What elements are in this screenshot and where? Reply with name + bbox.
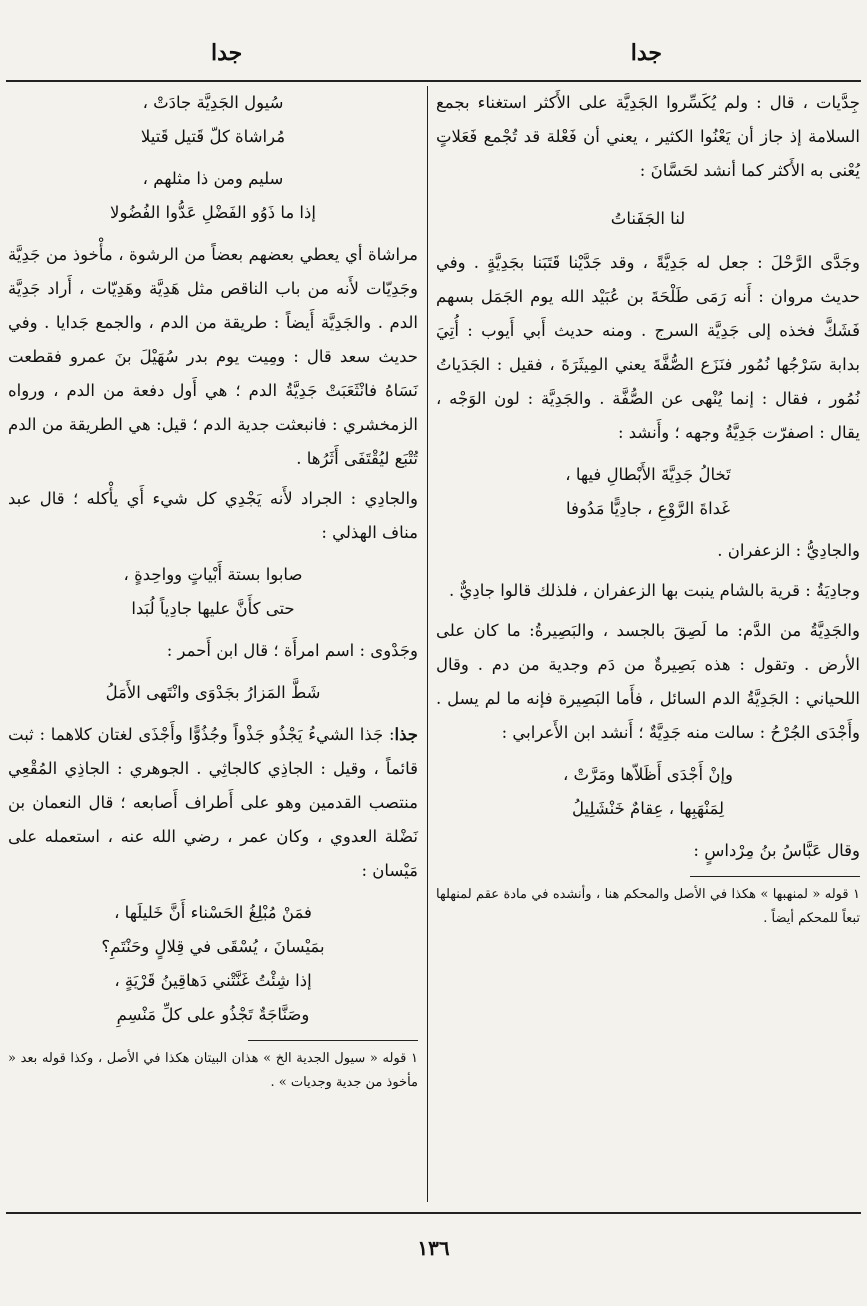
- verse-line: تَخالُ جَدِيَّةَ الأَبْطالِ فيها ،: [565, 465, 731, 484]
- entry-paragraph: والجَدِيَّةُ من الدَّم: ما لَصِقَ بالجسد ، والبَصِيرةُ: ما كان على الأرض . وتقول : هذه بَصِيرةٌ من دَم وجدية من دم . وقال اللحياني : الجَدِيَّةُ الدم السائل ، فأَما البَصِيرة فإنه ما لم يسل . وأَجْدَى الجُرْحُ : سالت منه جَدِيَّةٌ ؛ أَنشد ابن الأَعرابي :: [436, 621, 860, 742]
- entry-paragraph: وقال عَبَّاسُ بنُ مِرْداسٍ :: [693, 841, 860, 860]
- entry-text: : جَذا الشيءُ يَجْذُو جَذْواً وجُذُوًّا وأَجْذَى لغتان كلاهما : ثبت قائماً ، وقيل : الجاذِي كالجاثِي . الجوهري : الجاذِي المُقْعِي منتصب القدمين وهو على أَطراف أَصابعه ؛ قال النعمان بن نَضْلة العدوي ، وكان عمر ، رضي الله عنه ، استعمله على مَيْسان :: [8, 725, 418, 880]
- entry-paragraph: وجادِيَةُ : قرية بالشام ينبت بها الزعفران ، فلذلك قالوا جادِيٌّ .: [448, 581, 860, 600]
- verse-line: صابوا بستة أَبْياتٍ وواحِدةٍ ،: [123, 565, 303, 584]
- running-head-right: جدا: [630, 40, 662, 66]
- verse-line: سليم ومن ذا مثلهم ،: [142, 169, 284, 188]
- verse-line: غَداةَ الرَّوْعِ ، جادِيًّا مَدُوفا: [566, 499, 730, 518]
- verse-block: [8, 558, 418, 626]
- entry-paragraph: جِدَّيات ، قال : ولم يُكَسِّروا الجَدِيَّة على الأَكثر استغناء بجمع السلامة إذ جاز أن يَعْنُوا الكثير ، يعني أن فَعْلة قد تُجْمع فَعَلاتٍ يُعْنى به الأَكثر كما أنشد لحَسَّانَ :: [436, 93, 860, 180]
- page-number: ١٣٦: [417, 1236, 450, 1260]
- entry-paragraph: مراشاة أي يعطي بعضهم بعضاً من الرشوة ، مأْخوذ من جَدِيَّة وجَدِيّات لأَنه من باب الناقص مثل هَدِيَّة وهَدِيّات ، أَراد جَدِيَّة الدم . والجَدِيَّة أَيضاً : طريقة من الدم ، والجمع جَدايا . وفي حديث سعد قال : ومِيت يوم بدر سُهَيْلَ بنَ عمرو فقطعت نَسَاهُ فانْثَعَبَتْ جَدِيَّةُ الدم ؛ هي أَول دفعة من الدم ، ورواه الزمخشري : فانبعثت جدية الدم ؛ قيل: هي الطريقة من الدم تُتْبَع ليُقْتَفَى أَثَرُها .: [8, 245, 418, 468]
- entry-headword: جذا: [394, 725, 418, 744]
- entry-paragraph: وجَدْوى : اسم امرأَة ؛ قال ابن أَحمر :: [166, 641, 418, 660]
- verse-line: إذا شِئْتُ غَنَّتْني دَهاقِينُ قَرْيَةٍ ،: [114, 971, 312, 990]
- header-rule: [6, 80, 861, 82]
- left-column: [8, 86, 418, 1095]
- verse-fragment: لنا الجَفَناتُ: [610, 209, 686, 228]
- verse-block: [436, 758, 860, 826]
- column-divider: [427, 86, 428, 1202]
- verse-block: [8, 896, 418, 1032]
- verse-line: مُراشاة كلّ قَتيل قَتيلا: [140, 127, 286, 146]
- footnote: ١ قوله « سيول الجدية الخ » هذان البيتان هكذا في الأصل ، وكذا قوله بعد « مأخوذ من جدية وجديات » .: [8, 1051, 418, 1090]
- verse-line: بمَيْسانَ ، يُسْقَى في قِلالٍ وحَنْتَمِ؟: [101, 937, 325, 956]
- footer-rule: [6, 1212, 861, 1214]
- verse-line: فمَنْ مُبْلِغُ الحَسْناء أَنَّ خَليلَها ،: [114, 903, 312, 922]
- right-column: [436, 86, 860, 931]
- verse-line: إذا ما ذَوُو الفَضْلِ عَدُّوا الفُضُولا: [110, 203, 316, 222]
- footnote-rule: [690, 876, 860, 877]
- footnote-rule: [248, 1040, 418, 1041]
- footnote: ١ قوله « لمنهبها » هكذا في الأصل والمحكم هنا ، وأنشده في مادة عقم لمنهلها تبعاً للمحكم أيضاً .: [436, 887, 860, 926]
- verse-line: وإنْ أَجْدَى أَظَلاّها ومَرَّتْ ،: [562, 765, 734, 784]
- entry-paragraph: والجادِيُّ : الزعفران .: [717, 541, 860, 560]
- entry-paragraph: والجادِي : الجراد لأَنه يَجْدِي كل شيء أَي يأْكله ؛ قال عبد مناف الهذلي :: [8, 489, 418, 542]
- entry-paragraph: [8, 718, 418, 888]
- verse-line: حتى كأَنَّ عليها جادِياً لُبَدا: [131, 599, 295, 618]
- verse-line: سُيول الجَدِيَّة جادَتْ ،: [142, 93, 284, 112]
- running-head-left: جدا: [211, 40, 243, 66]
- verse-block: [436, 458, 860, 526]
- verse-block: [8, 86, 418, 154]
- verse-line: شَطَّ المَزارُ بجَدْوَى وانْتَهى الأَمَلُ: [105, 683, 321, 702]
- verse-line: وصَنَّاجَةٌ تَجْذُو على كلِّ مَنْسِمِ: [116, 1005, 310, 1024]
- verse-block: [8, 162, 418, 230]
- verse-line: لِمَنْهَبِها ، عِقامٌ خَنْشَلِيلُ: [571, 799, 725, 818]
- verse-block: [8, 676, 418, 710]
- entry-paragraph: وجَدَّى الرَّحْلَ : جعل له جَدِيَّةً ، وقد جَدَّيْنا قَتَبَنا بجَدِيَّةٍ . وفي حديث مروان : أَنه رَمَى طَلْحَةَ بن عُبَيْد الله يوم الجَمَل بسهم فَشَكَّ فخذه إلى جَدِيَّة السرج . ومنه حديث أَبي أَيوب : أُتِيَ بدابة سَرْجُها نُمُور فنَزَع الصُّفَّةَ يعني المِيثَرَةَ ، فقيل : الجَدَياتُ نُمُور ، فقال : إنما يُنْهى عن الصُّفَّة . والجَدِيَّة : لون الوَجْه ، يقال : اصفرّت جَدِيَّةُ وجهه ؛ وأَنشد :: [436, 253, 860, 442]
